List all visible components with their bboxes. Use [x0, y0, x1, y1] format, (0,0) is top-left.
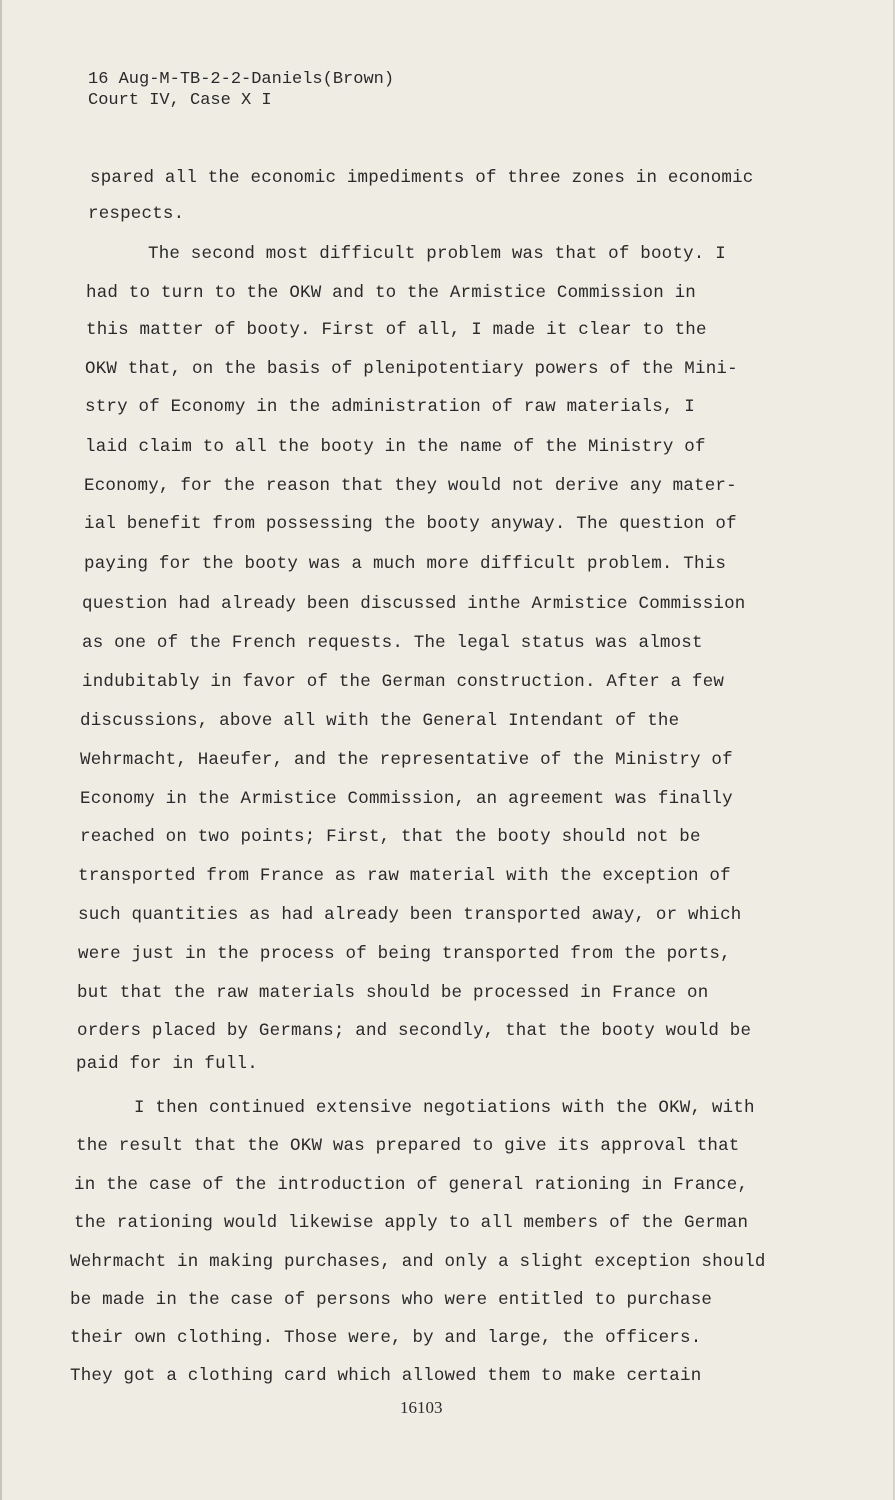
body-line: I then continued extensive negotiations with the OKW, with [134, 1098, 755, 1118]
body-line: as one of the French requests. The legal status was almost [82, 633, 703, 653]
body-line: such quantities as had already been transported away, or which [78, 905, 742, 925]
body-line: The second most difficult problem was that of booty. I [148, 244, 726, 264]
body-line: but that the raw materials should be processed in France on [77, 983, 709, 1003]
body-line: orders placed by Germans; and secondly, that the booty would be [77, 1021, 752, 1041]
body-line: the rationing would likewise apply to all members of the German [74, 1213, 749, 1233]
body-line: reached on two points; First, that the booty should not be [80, 827, 701, 847]
body-line: transported from France as raw material with the exception of [78, 866, 731, 886]
body-line: laid claim to all the booty in the name of the Ministry of [85, 437, 706, 457]
body-line: respects. [88, 204, 185, 224]
body-line: the result that the OKW was prepared to give its approval that [76, 1136, 740, 1156]
body-line: indubitably in favor of the German construction. After a few [82, 672, 725, 692]
body-line: paying for the booty was a much more difficult problem. This [84, 554, 727, 574]
body-line: spared all the economic impediments of three zones in economic [90, 168, 754, 188]
body-line: stry of Economy in the administration of raw materials, I [85, 397, 695, 417]
body-line: Wehrmacht, Haeufer, and the representative of the Ministry of [80, 750, 733, 770]
body-line: OKW that, on the basis of plenipotentiary powers of the Mini- [85, 359, 738, 379]
page-number: 16103 [400, 1398, 443, 1417]
body-line: Economy in the Armistice Commission, an agreement was finally [80, 789, 733, 809]
body-line: be made in the case of persons who were entitled to purchase [70, 1290, 713, 1310]
header-case-reference: 16 Aug-M-TB-2-2-Daniels(Brown) [88, 70, 395, 89]
body-line: in the case of the introduction of general rationing in France, [74, 1175, 749, 1195]
body-line: They got a clothing card which allowed them to make certain [70, 1366, 702, 1386]
header-court-case: Court IV, Case X I [88, 91, 272, 110]
body-line: discussions, above all with the General Intendant of the [80, 711, 680, 731]
body-line: ial benefit from possessing the booty anyway. The question of [84, 514, 737, 534]
body-line: had to turn to the OKW and to the Armistice Commission in [86, 283, 696, 303]
body-line: paid for in full. [76, 1054, 258, 1074]
body-line: Economy, for the reason that they would not derive any mater- [84, 476, 737, 496]
body-line: this matter of booty. First of all, I made it clear to the [86, 320, 707, 340]
body-line: Wehrmacht in making purchases, and only a slight exception should [70, 1252, 766, 1272]
body-line: question had already been discussed inthe Armistice Commission [82, 594, 746, 614]
body-line: were just in the process of being transported from the ports, [78, 944, 731, 964]
body-line: their own clothing. Those were, by and large, the officers. [70, 1328, 702, 1348]
